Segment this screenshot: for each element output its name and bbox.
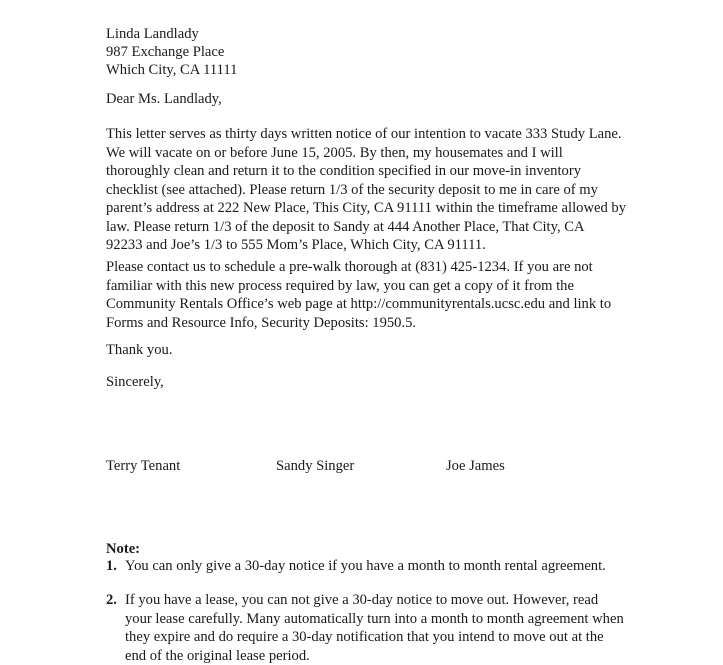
thanks-line: Thank you.: [106, 341, 172, 359]
note-item-text: [125, 591, 624, 665]
note-item-number: 1.: [106, 557, 117, 576]
note-item-number: 2.: [106, 591, 117, 610]
paragraph-line: checklist (see attached). Please return 1/3 of the security deposit to me in care of my: [106, 181, 626, 200]
signature-name: Sandy Singer: [276, 457, 354, 475]
paragraph-line: thoroughly clean and return it to the condition specified in our move-in inventory: [106, 162, 626, 181]
recipient-name: Linda Landlady: [106, 25, 199, 43]
paragraph-line: law. Please return 1/3 of the deposit to Sandy at 444 Another Place, That City, CA: [106, 218, 626, 237]
paragraph-notice: [106, 125, 626, 255]
signature-name: Terry Tenant: [106, 457, 180, 475]
note-line: If you have a lease, you can not give a 30-day notice to move out. However, read: [125, 591, 624, 610]
paragraph-line: This letter serves as thirty days written notice of our intention to vacate 333 Study Lane.: [106, 125, 626, 144]
paragraph-line: Community Rentals Office’s web page at http://communityrentals.ucsc.edu and link to: [106, 295, 611, 314]
note-title: Note:: [106, 540, 140, 558]
paragraph-line: familiar with this new process required by law, you can get a copy of it from the: [106, 277, 611, 296]
note-line: they expire and do require a 30-day notification that you intend to move out at the: [125, 628, 624, 647]
recipient-street: 987 Exchange Place: [106, 43, 224, 61]
note-line: You can only give a 30-day notice if you have a month to month rental agreement.: [125, 557, 606, 576]
paragraph-contact: [106, 258, 611, 332]
note-line: end of the original lease period.: [125, 647, 624, 665]
paragraph-line: 92233 and Joe’s 1/3 to 555 Mom’s Place, Which City, CA 91111.: [106, 236, 626, 255]
salutation: Dear Ms. Landlady,: [106, 90, 222, 108]
paragraph-line: We will vacate on or before June 15, 2005. By then, my housemates and I will: [106, 144, 626, 163]
note-line: your lease carefully. Many automatically turn into a month to month agreement when: [125, 610, 624, 629]
note-item-text: [125, 557, 606, 576]
paragraph-line: parent’s address at 222 New Place, This City, CA 91111 within the timeframe allowed by: [106, 199, 626, 218]
closing-line: Sincerely,: [106, 373, 164, 391]
recipient-city: Which City, CA 11111: [106, 61, 237, 79]
signature-name: Joe James: [446, 457, 505, 475]
paragraph-line: Please contact us to schedule a pre-walk thorough at (831) 425-1234. If you are not: [106, 258, 611, 277]
paragraph-line: Forms and Resource Info, Security Deposits: 1950.5.: [106, 314, 611, 333]
